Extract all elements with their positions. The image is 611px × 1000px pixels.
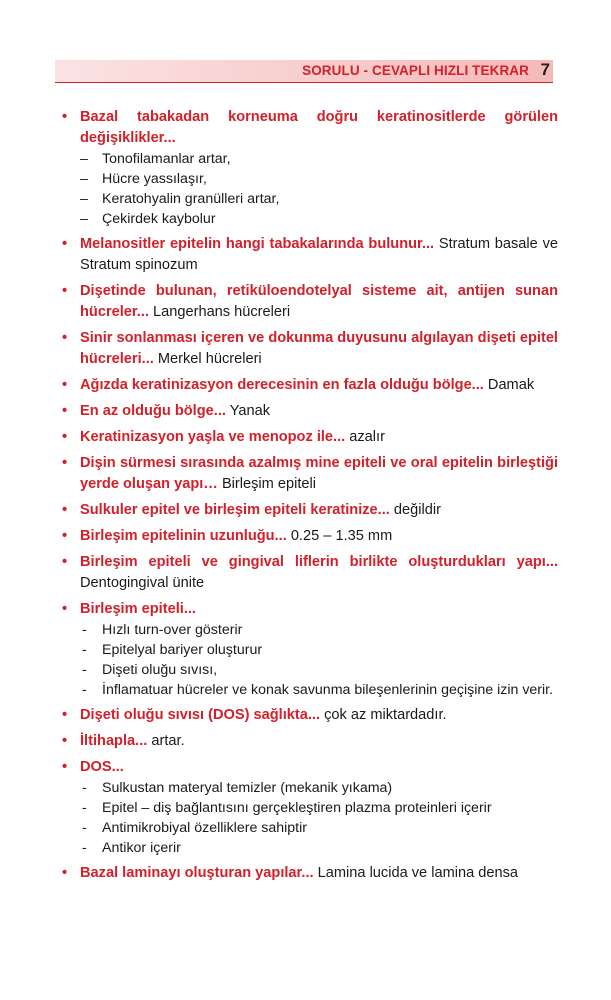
answer: Birleşim epiteli	[217, 476, 317, 492]
bullet-icon: •	[62, 109, 68, 125]
dash-icon: –	[80, 211, 88, 227]
list-item	[62, 427, 558, 448]
item-text	[80, 375, 558, 396]
sub-item: - Epitel – diş bağlantısını gerçekleştiren plazma proteinleri içerir	[82, 800, 492, 816]
bullet-icon: •	[62, 733, 68, 749]
bullet-icon: •	[62, 554, 68, 570]
header-title: SORULU - CEVAPLI HIZLI TEKRAR	[302, 63, 529, 78]
list-item	[62, 757, 558, 858]
answer: Damak	[483, 377, 535, 393]
question: Birleşim epitelinin uzunluğu...	[80, 528, 287, 544]
item-text	[80, 552, 558, 594]
answer: Stratum basale ve Stratum spinozum	[80, 236, 558, 273]
item-text	[80, 328, 558, 370]
item-text	[80, 599, 558, 620]
answer: Langerhans hücreleri	[148, 304, 291, 320]
list-item	[62, 863, 558, 884]
sub-item: - İnflamatuar hücreler ve konak savunma bileşenlerinin geçişine izin verir.	[82, 682, 554, 698]
answer: Merkel hücreleri	[153, 351, 262, 367]
bullet-icon: •	[62, 377, 68, 393]
dash-icon: -	[82, 820, 87, 836]
bullet-icon: •	[62, 283, 68, 299]
dash-icon: –	[80, 191, 88, 207]
question: Ağızda keratinizasyon derecesinin en fazla olduğu bölge...	[80, 377, 484, 393]
answer: Lamina lucida ve lamina densa	[313, 865, 519, 881]
list-item	[62, 234, 558, 276]
item-text	[80, 427, 558, 448]
dash-icon: -	[82, 642, 87, 658]
bullet-icon: •	[62, 502, 68, 518]
sub-list	[80, 620, 558, 700]
item-text	[80, 500, 558, 521]
question: DOS...	[80, 759, 124, 775]
bullet-icon: •	[62, 429, 68, 445]
item-text	[80, 705, 558, 726]
question: Dişin sürmesi sırasında azalmış mine epiteli ve oral epitelin birleştiği yerde oluşan yapı…	[80, 455, 558, 492]
bullet-icon: •	[62, 759, 68, 775]
bullet-icon: •	[62, 455, 68, 471]
list-item	[62, 552, 558, 594]
answer: çok az miktardadır.	[320, 707, 447, 723]
bullet-icon: •	[62, 601, 68, 617]
bullet-icon: •	[62, 403, 68, 419]
sub-item: - Dişeti oluğu sıvısı,	[82, 662, 218, 678]
list-item	[62, 375, 558, 396]
item-text	[80, 526, 558, 547]
question: Sinir sonlanması içeren ve dokunma duyusunu algılayan dişeti epitel hücreleri...	[80, 330, 558, 367]
sub-item: – Hücre yassılaşır,	[80, 171, 207, 187]
bullet-icon: •	[62, 528, 68, 544]
dash-icon: –	[80, 151, 88, 167]
list-item	[62, 599, 558, 700]
list-item	[62, 526, 558, 547]
question: Dişeti oluğu sıvısı (DOS) sağlıkta...	[80, 707, 321, 723]
dash-icon: –	[80, 171, 88, 187]
sub-item: - Antikor içerir	[82, 840, 181, 856]
sub-item: - Epitelyal bariyer oluşturur	[82, 642, 263, 658]
question: Bazal laminayı oluşturan yapılar...	[80, 865, 314, 881]
item-text	[80, 107, 558, 149]
bullet-icon: •	[62, 330, 68, 346]
question: Melanositler epitelin hangi tabakalarında bulunur...	[80, 236, 435, 252]
page-number: 7	[540, 60, 550, 79]
item-text	[80, 757, 558, 778]
sub-item: – Keratohyalin granülleri artar,	[80, 191, 280, 207]
sub-item: - Antimikrobiyal özelliklere sahiptir	[82, 820, 308, 836]
sub-item: - Sulkustan materyal temizler (mekanik yıkama)	[82, 780, 393, 796]
item-text	[80, 863, 558, 884]
running-header	[55, 60, 553, 83]
list-item	[62, 107, 558, 229]
dash-icon: -	[82, 662, 87, 678]
item-text	[80, 234, 558, 276]
dash-icon: -	[82, 622, 87, 638]
sub-item: – Tonofilamanlar artar,	[80, 151, 231, 167]
question: Sulkuler epitel ve birleşim epiteli keratinize...	[80, 502, 390, 518]
list-item	[62, 731, 558, 752]
list-item	[62, 401, 558, 422]
answer: 0.25 – 1.35 mm	[286, 528, 393, 544]
question: Dişetinde bulunan, retiküloendotelyal sisteme ait, antijen sunan hücreler...	[80, 283, 558, 320]
answer: artar.	[147, 733, 185, 749]
item-text	[80, 281, 558, 323]
list-item	[62, 453, 558, 495]
sub-list	[80, 778, 558, 858]
answer: Dentogingival ünite	[80, 575, 205, 591]
item-text	[80, 731, 558, 752]
list-item	[62, 500, 558, 521]
bullet-icon: •	[62, 236, 68, 252]
bullet-icon: •	[62, 707, 68, 723]
answer: azalır	[345, 429, 385, 445]
content	[62, 107, 558, 889]
dash-icon: -	[82, 800, 87, 816]
item-text	[80, 453, 558, 495]
dash-icon: -	[82, 840, 87, 856]
question: En az olduğu bölge...	[80, 403, 226, 419]
sub-item: – Çekirdek kaybolur	[80, 211, 216, 227]
answer: Yanak	[225, 403, 271, 419]
dash-icon: -	[82, 682, 87, 698]
question: Birleşim epiteli...	[80, 601, 196, 617]
sub-list	[80, 149, 558, 229]
list-item	[62, 281, 558, 323]
list-item	[62, 328, 558, 370]
question: Keratinizasyon yaşla ve menopoz ile...	[80, 429, 346, 445]
sub-item: - Hızlı turn-over gösterir	[82, 622, 243, 638]
question: Bazal tabakadan korneuma doğru keratinositlerde görülen değişiklikler...	[80, 109, 558, 146]
item-text	[80, 401, 558, 422]
list-item	[62, 705, 558, 726]
bullet-icon: •	[62, 865, 68, 881]
dash-icon: -	[82, 780, 87, 796]
question: Birleşim epiteli ve gingival liflerin birlikte oluşturdukları yapı...	[80, 554, 558, 570]
answer: değildir	[389, 502, 441, 518]
question: İltihapla...	[80, 733, 148, 749]
